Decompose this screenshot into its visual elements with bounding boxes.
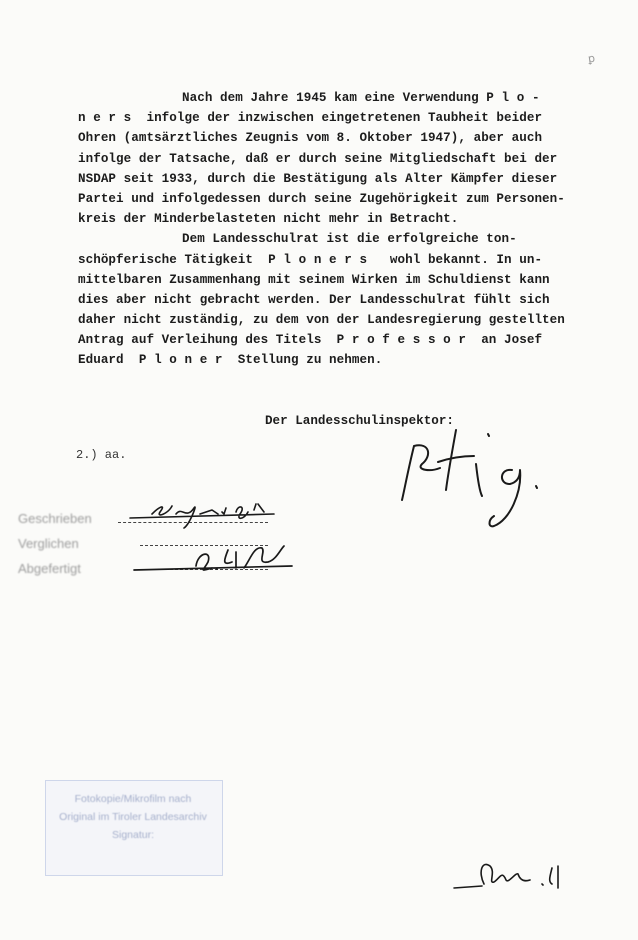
stamp-dash-1 [118,522,268,523]
archive-stamp-line: Signatur: [111,829,155,841]
text-line: n e r s infolge der inzwischen eingetretenen Taubheit beider [78,111,543,126]
letter-body [78,88,598,371]
stamp-line-written: Geschrieben [18,511,92,526]
signature-inspector [402,430,537,526]
corner-pencil-mark: ꝑ [587,51,596,66]
text-line: Dem Landesschulrat ist die erfolgreiche ton- [182,232,517,247]
text-line: NSDAP seit 1933, durch die Bestätigung als Alter Kämpfer dieser [78,171,558,186]
reference-note: 2.) aa. [76,448,127,462]
archive-stamp-line: Original im Tiroler Landesarchiv [59,811,207,823]
archive-stamp-text [52,790,214,844]
text-line: Ohren (amtsärztliches Zeugnis vom 8. Oktober 1947), aber auch [78,131,543,146]
text-line: mittelbaren Zusammenhang mit seinem Wirken im Schuldienst kann [78,272,550,287]
stamp-dash-2 [140,545,268,546]
stamp-line-dispatched: Abgefertigt [18,561,81,576]
text-line: Eduard P l o n e r Stellung zu nehmen. [78,353,383,368]
text-line: Nach dem Jahre 1945 kam eine Verwendung P l o - [182,91,540,105]
text-line: daher nicht zuständig, zu dem von der Landesregierung gestellten [78,313,565,328]
archive-stamp-line: Fotokopie/Mikrofilm nach [74,793,192,805]
signoff-title: Der Landesschulinspektor: [265,414,454,428]
text-line: kreis der Minderbelasteten nicht mehr in Betracht. [78,212,459,227]
text-line: schöpferische Tätigkeit P l o n e r s wohl bekannt. In un- [78,252,543,267]
stamp-dash-3 [140,569,268,570]
text-line: dies aber nicht gebracht werden. Der Landesschulrat fühlt sich [78,292,550,307]
stamp-line-compared: Verglichen [18,536,79,551]
text-line: Antrag auf Verleihung des Titels P r o f e s s o r an Josef [78,333,543,348]
text-line: Partei und infolgedessen durch seine Zugehörigkeit zum Personen- [78,191,565,206]
initials-bottom-right [454,864,558,888]
text-line: infolge der Tatsache, daß er durch seine Mitgliedschaft bei der [78,151,558,166]
